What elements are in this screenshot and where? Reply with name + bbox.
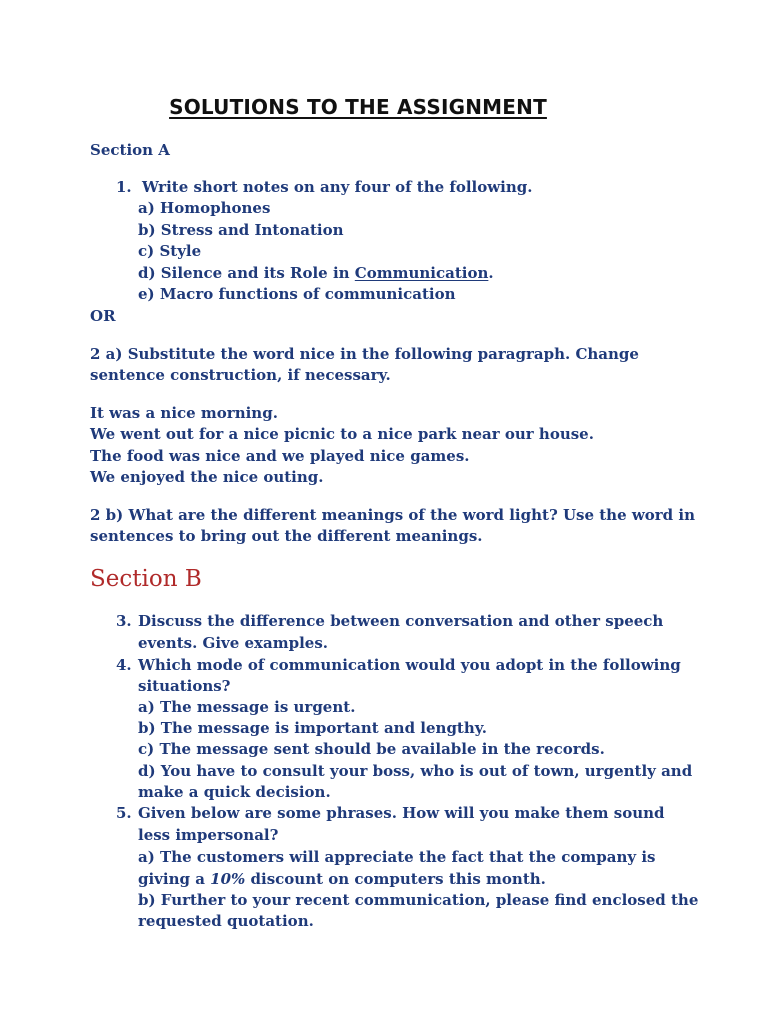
paragraph-line4: We enjoyed the nice outing. — [90, 468, 324, 486]
q2b-line2: sentences to bring out the different meanings. — [90, 527, 483, 545]
q1-item-b: b) Stress and Intonation — [138, 221, 344, 239]
q5-item-a-line1: a) The customers will appreciate the fact that the company is — [138, 848, 656, 866]
q4-line2: situations? — [138, 677, 231, 695]
q1-item-d-prefix: d) Silence and its Role in — [138, 264, 355, 282]
q1-item-d-suffix: . — [488, 264, 494, 282]
paragraph-line3: The food was nice and we played nice games. — [90, 447, 470, 465]
q2a-line1: 2 a) Substitute the word nice in the following paragraph. Change — [90, 345, 639, 363]
q4-item-b: b) The message is important and lengthy. — [138, 719, 487, 737]
q2b-line1: 2 b) What are the different meanings of the word light? Use the word in — [90, 506, 695, 524]
q5-item-b-line2: requested quotation. — [138, 912, 314, 930]
q4-number: 4. — [116, 656, 132, 674]
paragraph-line1: It was a nice morning. — [90, 404, 278, 422]
or-label: OR — [90, 307, 116, 325]
page-title: SOLUTIONS TO THE ASSIGNMENT — [169, 95, 547, 119]
q4-item-d-line2: make a quick decision. — [138, 783, 331, 801]
q5-line2: less impersonal? — [138, 826, 279, 844]
section-a-heading: Section A — [90, 141, 170, 159]
q3-line1: Discuss the difference between conversation and other speech — [138, 612, 664, 630]
q1-text: Write short notes on any four of the following. — [142, 178, 533, 196]
percent-value: 10% — [210, 870, 246, 888]
q1-item-a: a) Homophones — [138, 199, 271, 217]
paragraph-line2: We went out for a nice picnic to a nice park near our house. — [90, 425, 594, 443]
q5-item-a-line2 — [138, 869, 546, 889]
q2a-line2: sentence construction, if necessary. — [90, 366, 391, 384]
q1-number: 1. — [116, 178, 132, 196]
q5-item-a-line2-suffix: discount on computers this month. — [245, 870, 546, 888]
q4-line1: Which mode of communication would you adopt in the following — [138, 656, 681, 674]
communication-link[interactable]: Communication — [354, 264, 489, 282]
q5-number: 5. — [116, 804, 132, 822]
q5-item-a-line2-prefix: giving a — [138, 870, 211, 888]
q5-item-b-line1: b) Further to your recent communication, please find enclosed the — [138, 891, 699, 909]
q1-item-c: c) Style — [138, 242, 202, 260]
q3-number: 3. — [116, 612, 132, 630]
q1-item-d — [138, 263, 494, 283]
q5-line1: Given below are some phrases. How will you make them sound — [138, 804, 665, 822]
q4-item-d-line1: d) You have to consult your boss, who is out of town, urgently and — [138, 762, 693, 780]
q1-item-e: e) Macro functions of communication — [138, 285, 456, 303]
section-b-heading: Section B — [90, 566, 202, 592]
q4-item-c: c) The message sent should be available in the records. — [138, 740, 605, 758]
q4-item-a: a) The message is urgent. — [138, 698, 356, 716]
q3-line2: events. Give examples. — [138, 634, 328, 652]
